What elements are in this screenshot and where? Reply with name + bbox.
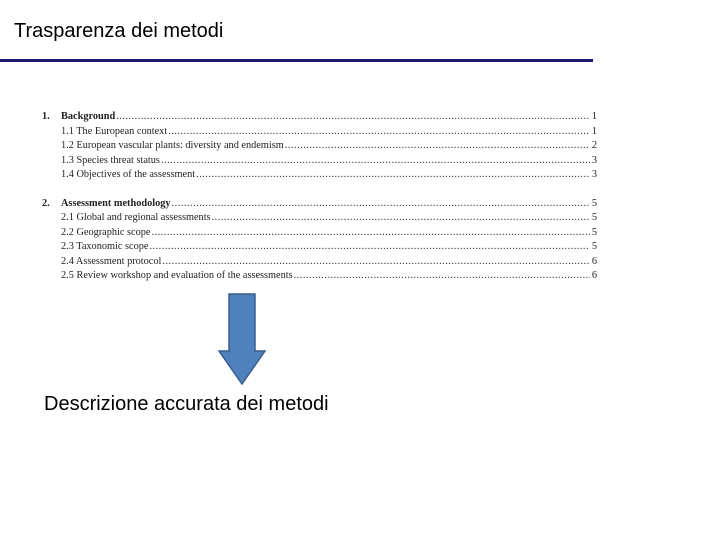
toc-entry	[42, 241, 597, 256]
toc-page-number: 6	[591, 270, 597, 281]
toc-entry	[42, 140, 597, 155]
toc-number: 2.	[42, 197, 50, 209]
toc-entry	[42, 126, 597, 141]
toc-entry	[42, 227, 597, 242]
toc-entry	[42, 198, 597, 213]
toc-page-number: 3	[591, 154, 597, 166]
toc-entry	[42, 256, 597, 271]
toc-label: 1.3 Species threat status	[61, 154, 160, 166]
toc-leader-dots	[285, 140, 590, 151]
title-underline	[0, 59, 593, 62]
toc-label: 2.2 Geographic scope	[61, 226, 151, 238]
toc-leader-dots	[196, 169, 590, 180]
toc-entry	[42, 212, 597, 227]
toc-page-number: 3	[591, 169, 597, 180]
toc-label: 2.3 Taxonomic scope	[61, 241, 149, 252]
toc-page-number: 5	[591, 241, 597, 252]
toc-page-number: 2	[591, 140, 597, 151]
toc-page-number: 5	[591, 212, 597, 223]
down-arrow-icon	[218, 293, 266, 385]
toc-label: 2.4 Assessment protocol	[61, 255, 162, 267]
slide-title: Trasparenza dei metodi	[14, 20, 224, 42]
toc-leader-dots	[149, 241, 589, 252]
toc-entry	[42, 111, 597, 126]
table-of-contents	[42, 111, 597, 285]
toc-leader-dots	[212, 212, 590, 223]
toc-page-number: 5	[591, 226, 597, 238]
toc-leader-dots	[294, 270, 590, 281]
toc-label: 2.5 Review workshop and evaluation of the assessments	[61, 270, 293, 281]
toc-page-number: 6	[591, 255, 597, 267]
toc-page-number: 1	[591, 125, 597, 137]
toc-label: 1.2 European vascular plants: diversity and endemism	[61, 140, 284, 151]
toc-leader-dots	[172, 198, 590, 209]
toc-page-number: 5	[591, 197, 597, 209]
toc-entry	[42, 270, 597, 285]
toc-leader-dots	[116, 111, 590, 122]
toc-leader-dots	[152, 227, 590, 238]
toc-leader-dots	[162, 256, 589, 267]
toc-label: 1.1 The European context	[61, 125, 168, 137]
toc-page-number: 1	[591, 111, 597, 122]
toc-label: Assessment methodology	[61, 197, 171, 209]
toc-entry	[42, 155, 597, 170]
slide-caption: Descrizione accurata dei metodi	[44, 393, 329, 415]
toc-label: 2.1 Global and regional assessments	[61, 212, 211, 223]
toc-label: 1.4 Objectives of the assessment	[61, 169, 196, 180]
toc-number: 1.	[42, 111, 50, 122]
toc-label: Background	[61, 111, 116, 122]
toc-entry	[42, 169, 597, 184]
toc-leader-dots	[161, 155, 590, 166]
toc-leader-dots	[168, 126, 590, 137]
